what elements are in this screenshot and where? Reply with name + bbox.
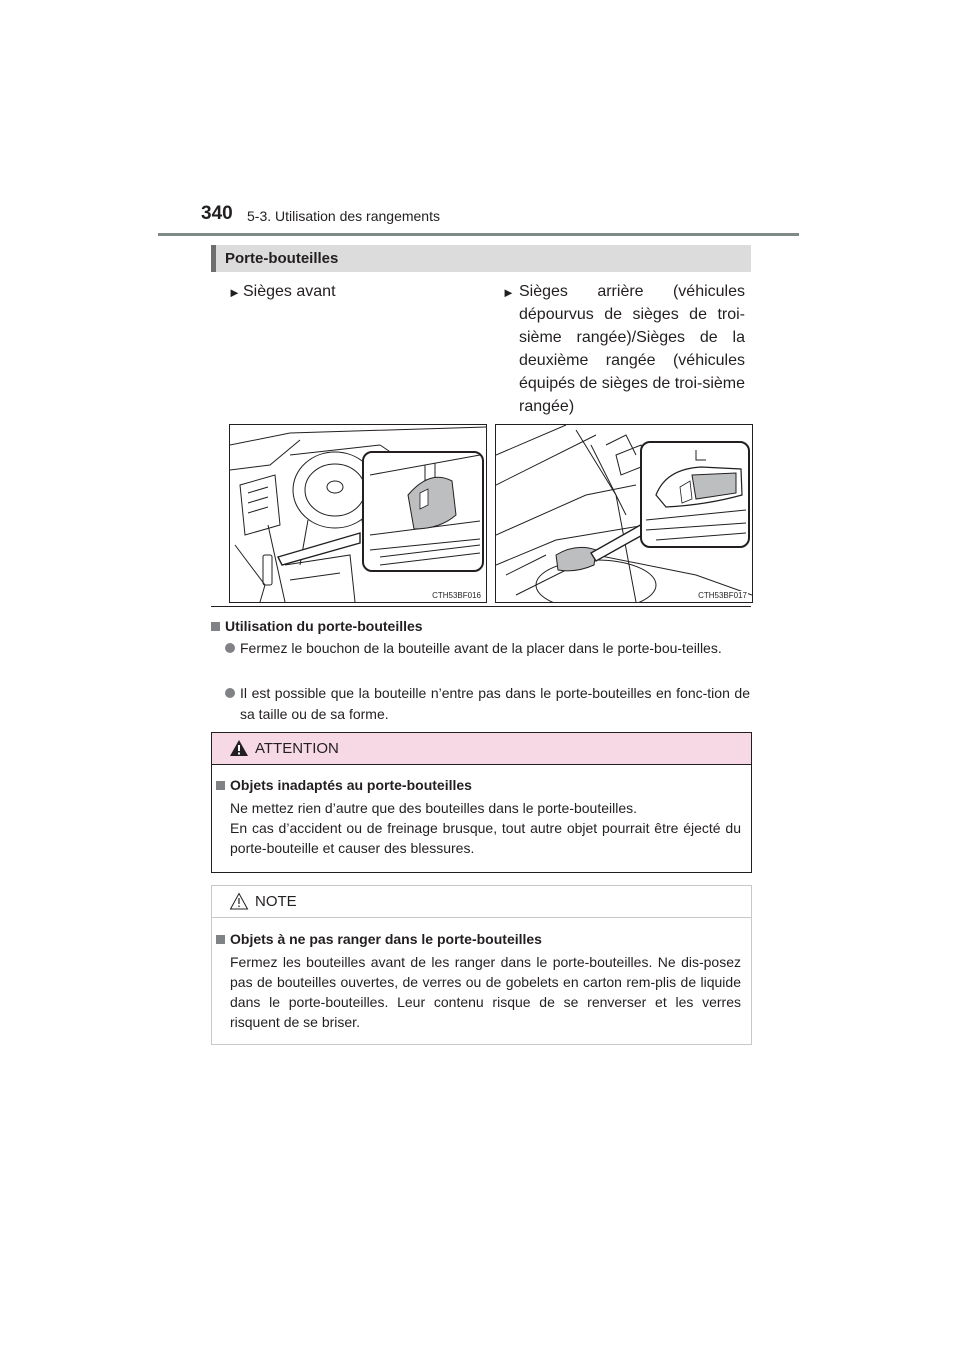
note-text: Fermez les bouteilles avant de les ranger dans le porte-bouteilles. Ne dis-posez pas de bouteilles ouvertes, de verres ou de gobelets en carton rem-plis de liquide dans le porte-bouteilles. Leur contenu risque de se renverser et les verres risquent de se briser. bbox=[230, 954, 741, 1030]
note-subtitle-text: Objets à ne pas ranger dans le porte-bouteilles bbox=[230, 931, 542, 947]
front-cabin-drawing bbox=[230, 425, 486, 602]
square-bullet-icon bbox=[216, 781, 225, 790]
usage-bullet-text: Fermez le bouchon de la bouteille avant de la placer dans le porte-bou-teilles. bbox=[240, 640, 722, 656]
note-header bbox=[212, 886, 751, 918]
note-label: NOTE bbox=[255, 893, 297, 910]
warning-triangle-outline-icon bbox=[229, 892, 249, 910]
attention-subtitle bbox=[216, 777, 472, 793]
chapter-title: 5-3. Utilisation des rangements bbox=[247, 208, 440, 224]
attention-box bbox=[211, 732, 752, 873]
note-box bbox=[211, 885, 752, 1045]
front-seats-label: Sièges avant bbox=[243, 283, 336, 300]
attention-body bbox=[230, 798, 741, 858]
square-bullet-icon bbox=[211, 622, 220, 631]
note-body bbox=[230, 952, 741, 1032]
usage-subtitle-text: Utilisation du porte-bouteilles bbox=[225, 618, 423, 634]
attention-header bbox=[212, 733, 751, 765]
note-subtitle bbox=[216, 931, 542, 947]
usage-bullet bbox=[225, 683, 750, 725]
section-rule bbox=[211, 606, 751, 607]
front-cup-holder-illustration bbox=[229, 424, 487, 603]
round-bullet-icon bbox=[225, 688, 235, 698]
figure-code: CTH53BF017 bbox=[698, 591, 747, 600]
usage-subtitle bbox=[211, 618, 423, 634]
header-rule bbox=[158, 233, 799, 236]
figure-code: CTH53BF016 bbox=[432, 591, 481, 600]
rear-seats-label: Sièges arrière (véhicules dépourvus de sièges de troi-sième rangée)/Sièges de la deuxième rangée (véhicules équipés de sièges de troi-sième rangée) bbox=[519, 283, 745, 415]
rear-door-drawing bbox=[496, 425, 752, 602]
section-title-bar bbox=[211, 245, 751, 272]
triangle-bullet-icon: ► bbox=[228, 285, 241, 300]
square-bullet-icon bbox=[216, 935, 225, 944]
rear-cup-holder-illustration bbox=[495, 424, 753, 603]
attention-line: En cas d’accident ou de freinage brusque, tout autre objet pourrait être éjecté du porte-bouteille et causer des blessures. bbox=[230, 820, 741, 856]
warning-triangle-icon bbox=[229, 739, 249, 757]
triangle-bullet-icon: ► bbox=[502, 285, 515, 300]
usage-bullet-text: Il est possible que la bouteille n’entre pas dans le porte-bouteilles en fonc-tion de sa taille ou de sa forme. bbox=[240, 685, 750, 722]
attention-label: ATTENTION bbox=[255, 740, 339, 757]
section-bar-accent bbox=[211, 245, 216, 272]
attention-line: Ne mettez rien d’autre que des bouteilles dans le porte-bouteilles. bbox=[230, 800, 638, 816]
usage-bullet bbox=[225, 638, 750, 680]
round-bullet-icon bbox=[225, 643, 235, 653]
section-title: Porte-bouteilles bbox=[225, 250, 339, 267]
page-number: 340 bbox=[201, 203, 233, 224]
attention-subtitle-text: Objets inadaptés au porte-bouteilles bbox=[230, 777, 472, 793]
